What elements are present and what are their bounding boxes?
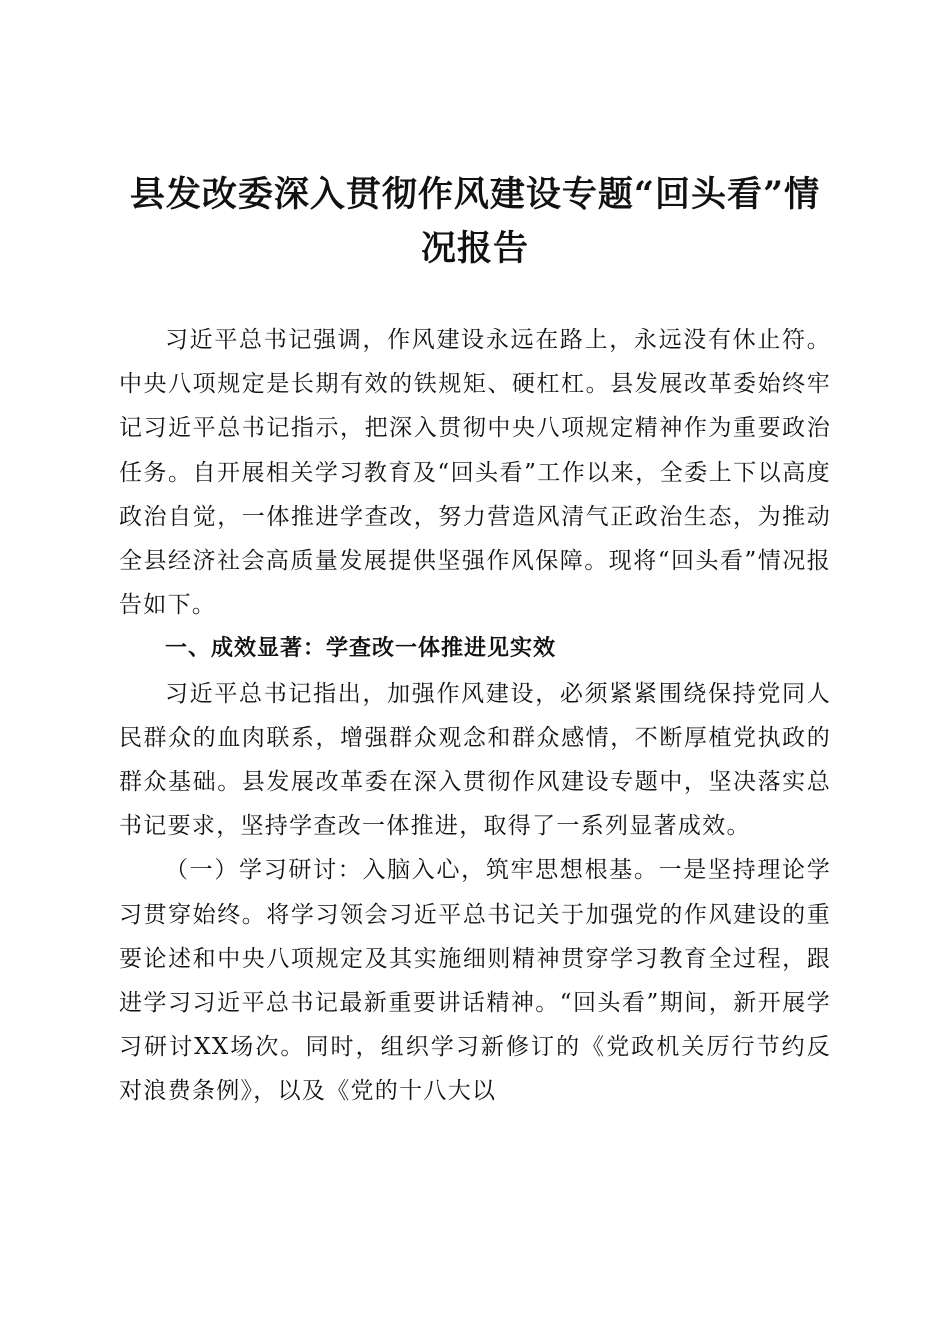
- title-line-2: 况报告: [420, 228, 529, 269]
- subsection-1-paragraph: [119, 848, 831, 1113]
- subsection-1-text: 一是坚持理论学习贯穿始终。将学习领会习近平总书记关于加强党的作风建设的重要论述和中央八项规定及其实施细则精神贯穿学习教育全过程，跟进学习习近平总书记最新重要讲话精神。“回头看”期间，新开展学习研讨XX场次。同时，组织学习新修订的《党政机关厉行节约反对浪费条例》，以及《党的十八大以: [119, 857, 831, 1105]
- document-title: [110, 168, 840, 276]
- title-line-1: 县发改委深入贯彻作风建设专题“回头看”情: [129, 174, 821, 215]
- subsection-1-heading: （一）学习研讨：入脑入心，筑牢思想根基。: [165, 857, 659, 884]
- section-1-paragraph: 习近平总书记指出，加强作风建设，必须紧紧围绕保持党同人民群众的血肉联系，增强群众观念和群众感情，不断厚植党执政的群众基础。县发展改革委在深入贯彻作风建设专题中，坚决落实总书记要求，坚持学查改一体推进，取得了一系列显著成效。: [119, 680, 831, 840]
- document-body: [119, 318, 831, 1114]
- intro-paragraph: 习近平总书记强调，作风建设永远在路上，永远没有休止符。中央八项规定是长期有效的铁规矩、硬杠杠。县发展改革委始终牢记习近平总书记指示，把深入贯彻中央八项规定精神作为重要政治任务。自开展相关学习教育及“回头看”工作以来，全委上下以高度政治自觉，一体推进学查改，努力营造风清气正政治生态，为推动全县经济社会高质量发展提供坚强作风保障。现将“回头看”情况报告如下。: [119, 327, 831, 619]
- section-1-heading: 一、成效显著：学查改一体推进见实效: [165, 636, 557, 662]
